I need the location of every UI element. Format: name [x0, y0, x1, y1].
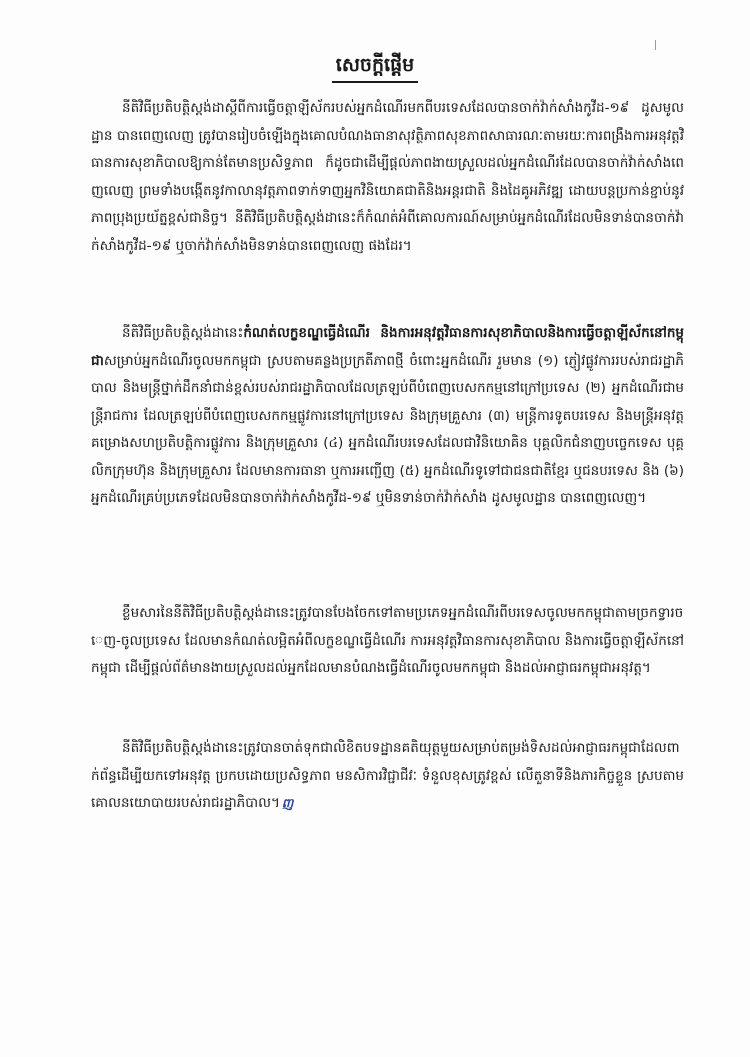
initial-signature: ញ: [281, 796, 294, 810]
paragraph-4: [91, 735, 684, 818]
paragraph-3: ខ្លឹមសារនៃនីតិវិធីប្រតិបត្តិស្ដង់ដានេះត្រូវបានបែងចែកទៅតាមប្រភេទអ្នកដំណើរពីបរទេសចូលមកកម្ពុជាតាមច្រកទ្វារចេញ-ចូលប្រទេស ដែលមានកំណត់លម្អិតអំពីលក្ខខណ្ឌធ្វើដំណើរ ការអនុវត្តវិធានការសុខាភិបាល និងការធ្វើចត្តាឡីស័កនៅកម្ពុជា ដើម្បីផ្ដល់ព័ត៌មានងាយស្រួលដល់អ្នកដែលមានបំណងធ្វើដំណើរចូលមកកម្ពុជា និងដល់អាជ្ញាធរកម្ពុជាអនុវត្ត។: [91, 605, 684, 676]
paragraph-2-start: នីតិវិធីប្រតិបត្តិស្ដង់ដានេះ: [122, 325, 244, 341]
paragraph-2-rest: សម្រាប់អ្នកដំណើរចូលមកកម្ពុជា ស្របតាមគន្លងប្រក្រតីភាពថ្មី ចំពោះអ្នកដំណើរ រួមមាន (១) ភ្ញៀវផ្លូវការរបស់រាជរដ្ឋាភិបាល និងមន្ត្រីថ្នាក់ដឹកនាំជាន់ខ្ពស់របស់រាជរដ្ឋាភិបាលដែលត្រឡប់ពីបំពេញបេសកកម្មនៅក្រៅប្រទេស (២) អ្នកដំណើរជាមន្ត្រីរាជការ ដែលត្រឡប់ពីបំពេញបេសកកម្មផ្លូវការនៅក្រៅប្រទេស និងក្រុមគ្រួសារ (៣) មន្ត្រីការទូតបរទេស និងមន្ត្រីអនុវត្តគម្រោងសហប្រតិបត្តិការផ្លូវការ និងក្រុមគ្រួសារ (៤) អ្នកដំណើរបរទេសដែលជាវិនិយោគិន បុគ្គលិកជំនាញបច្ចេកទេស បុគ្គលិកក្រុមហ៊ុន និងក្រុមគ្រួសារ ដែលមានការធានា ឬការអញ្ជើញ (៥) អ្នកដំណើរទូទៅជាជនជាតិខ្មែរ ឬជនបរទេស និង (៦) អ្នកដំណើរគ្រប់ប្រភេទដែលមិនបានចាក់វ៉ាក់សាំងកូវីដ-១៩ ឬមិនទាន់ចាក់វ៉ាក់សាំង ដូសមូលដ្ឋាន បានពេញលេញ។: [91, 352, 684, 506]
scan-mark: [655, 40, 656, 50]
paragraph-1: នីតិវិធីប្រតិបត្តិស្ដង់ដាស្ដីពីការធ្វើចត្តាឡីស័ករបស់អ្នកដំណើរមកពីបរទេសដែលបានចាក់វ៉ាក់សាំងកូវីដ-១៩ ដូសមូលដ្ឋាន បានពេញលេញ ត្រូវបានរៀបចំឡើងក្នុងគោលបំណងធានាសុវត្ថិភាពសុខភាពសាធារណៈតាមរយៈការពង្រឹងការអនុវត្តវិធានការសុខាភិបាលឱ្យកាន់តែមានប្រសិទ្ធភាព ក៏ដូចជាដើម្បីផ្ដល់ភាពងាយស្រួលដល់អ្នកដំណើរដែលបានចាក់វ៉ាក់សាំងពេញលេញ ព្រមទាំងបង្កើតនូវកាលានុវត្តភាពទាក់ទាញអ្នកវិនិយោគជាតិនិងអន្តរជាតិ និងដៃគូអភិវឌ្ឍ ដោយបន្តប្រកាន់ខ្ជាប់នូវភាពប្រុងប្រយ័ត្នខ្ពស់ជានិច្ច។ នីតិវិធីប្រតិបត្តិស្ដង់ដានេះក៏កំណត់អំពីគោលការណ៍សម្រាប់អ្នកដំណើរដែលមិនទាន់បានចាក់វ៉ាក់សាំងកូវីដ-១៩ ឬចាក់វ៉ាក់សាំងមិនទាន់បានពេញលេញ ផងដែរ។: [91, 100, 684, 254]
page-title-text: សេចក្ដីផ្ដើម: [332, 50, 418, 83]
paragraph-2-bold: កំណត់លក្ខខណ្ឌធ្វើដំណើរ និងការអនុវត្តវិធានការសុខាភិបាលនិងការធ្វើចត្តាឡីស័កនៅកម្ពុជា: [91, 325, 684, 369]
paragraph-4-text: នីតិវិធីប្រតិបត្តិស្ដង់ដានេះត្រូវបានចាត់ទុកជាលិខិតបទដ្ឋានគតិយុត្តមួយសម្រាប់តម្រង់ទិសដល់អាជ្ញាធរកម្ពុជាដែលពាក់ព័ន្ធដើម្បីយកទៅអនុវត្ត ប្រកបដោយប្រសិទ្ធភាព មនសិការវិជ្ជាជីវៈ ទំនួលខុសត្រូវខ្ពស់ លើតួនាទីនិងភារកិច្ចខ្លួន ស្របតាមគោលនយោបាយរបស់រាជរដ្ឋាភិបាល។: [91, 740, 684, 811]
paragraph-2: [91, 320, 684, 513]
page-title: [0, 50, 750, 83]
